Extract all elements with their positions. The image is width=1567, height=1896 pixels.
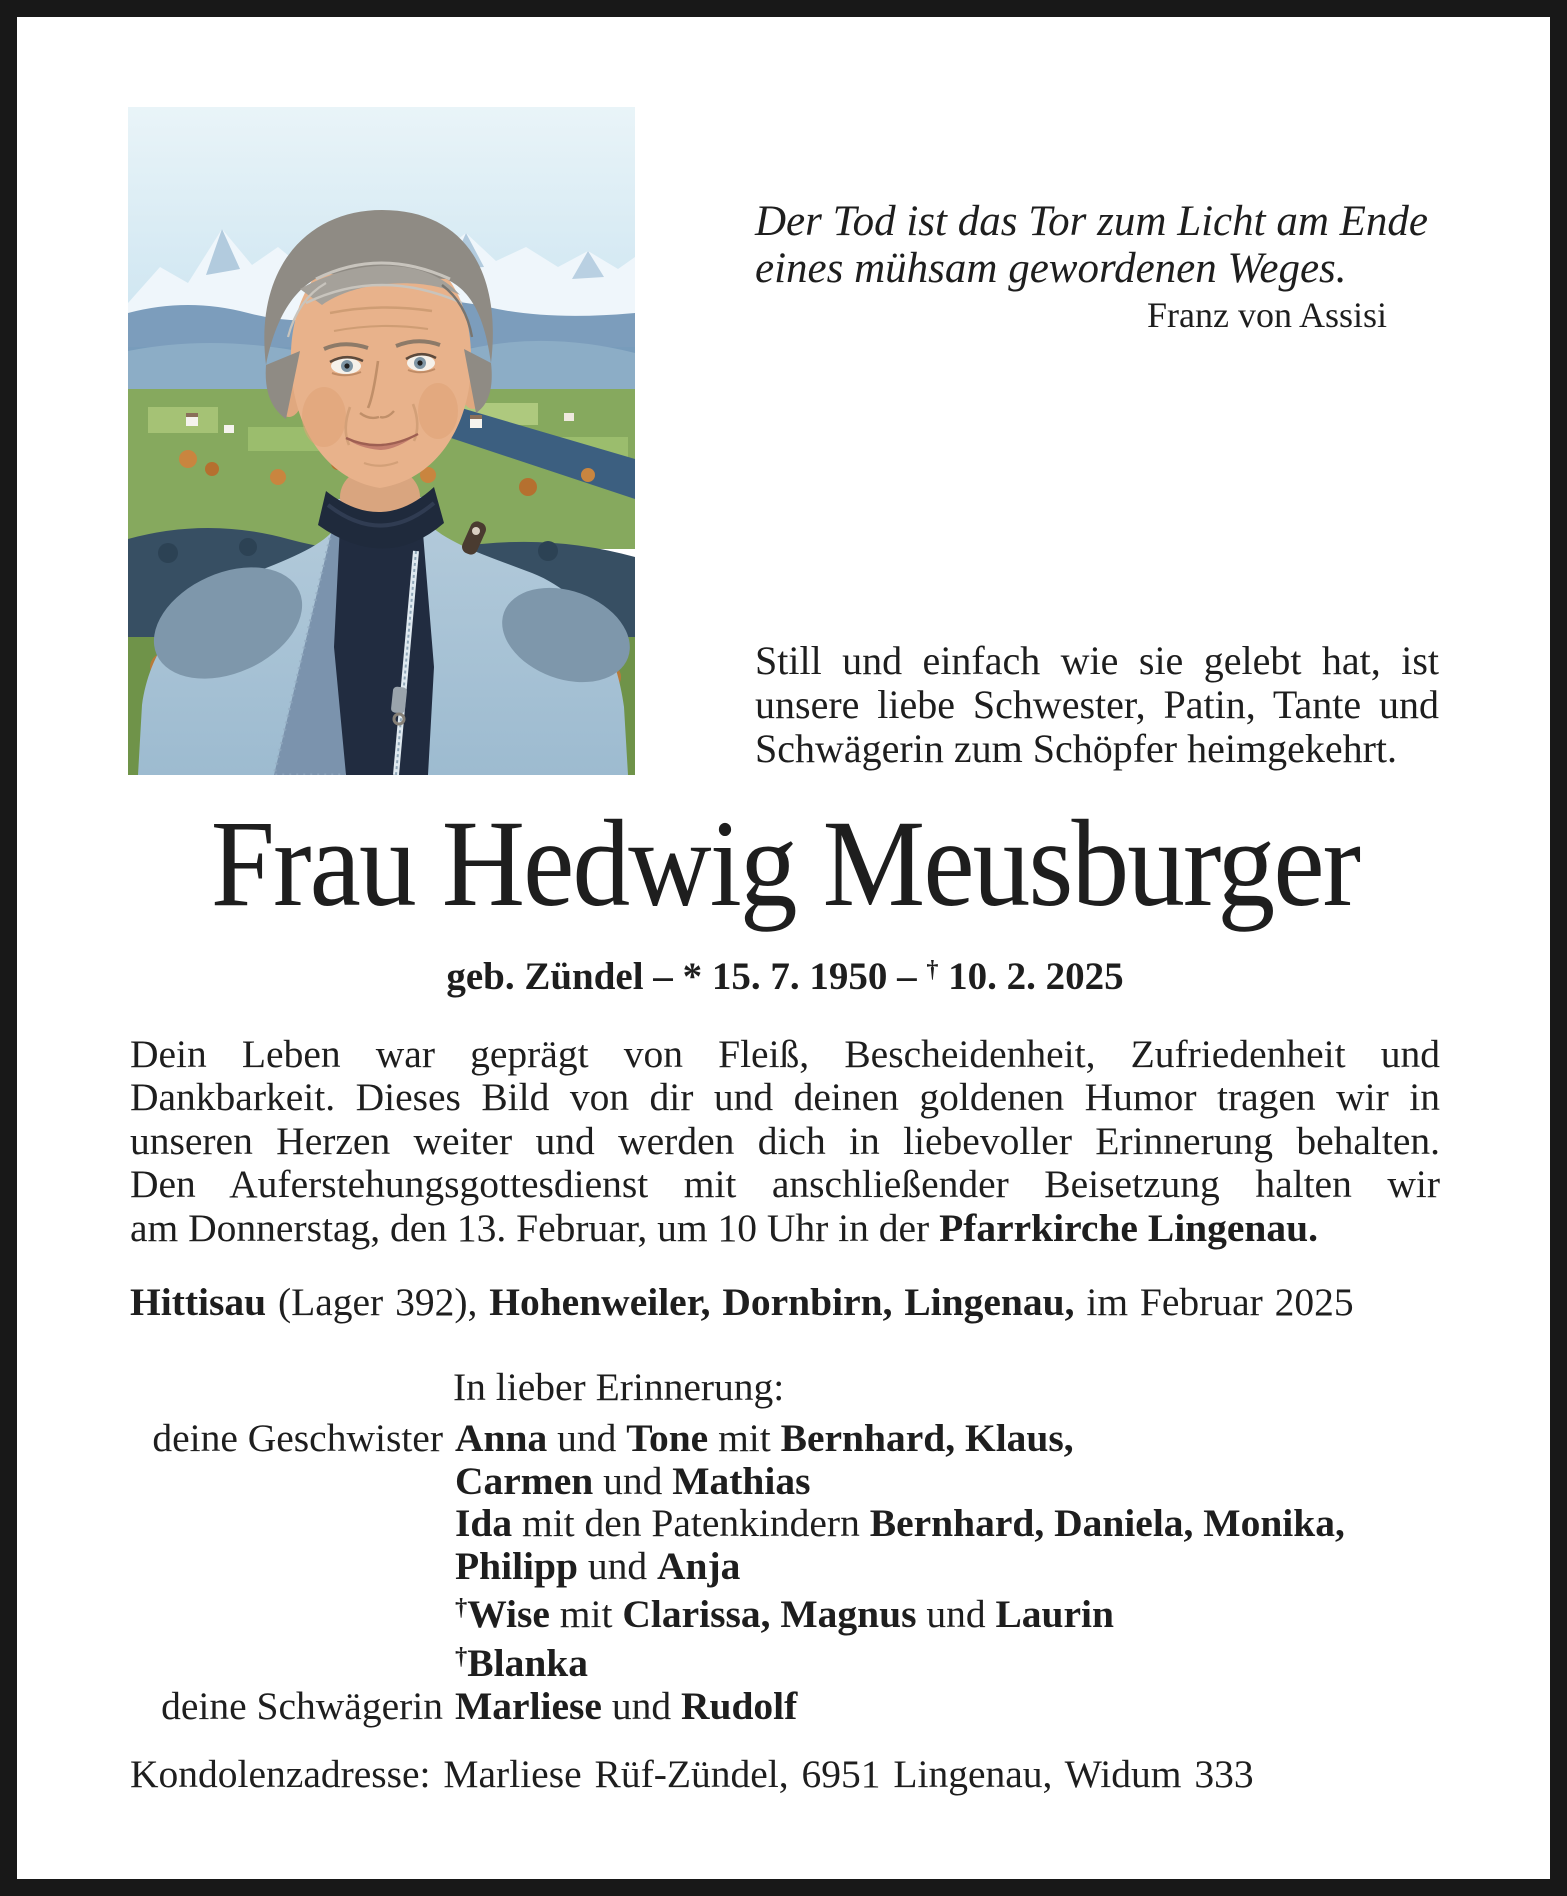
life-dates: [130, 948, 1440, 999]
text-segment: geb. Zündel –: [446, 955, 683, 999]
text-segment: unseren Herzen weiter und werden dich in liebevoller Erinnerung behalten.: [130, 1118, 1440, 1163]
relation-names: [455, 1636, 588, 1685]
relation-label: [130, 1587, 455, 1636]
text-segment: Pfarrkirche Lingenau.: [939, 1205, 1318, 1250]
text-segment: Laurin: [995, 1592, 1114, 1637]
text-segment: Marliese: [455, 1684, 602, 1729]
memorial-heading: In lieber Erinnerung:: [453, 1365, 785, 1409]
text-line: [130, 1163, 1440, 1206]
text-segment: Rudolf: [680, 1684, 798, 1729]
text-segment: Tone: [626, 1416, 709, 1460]
text-segment: und: [577, 1543, 657, 1588]
text-segment: Mathias: [672, 1458, 811, 1503]
memorial-row: [130, 1417, 1452, 1460]
text-segment: eines mühsam gewordenen Weges.: [755, 245, 1347, 292]
obituary-text: [130, 1033, 1440, 1250]
text-segment: Anja: [656, 1543, 741, 1588]
text-segment: Wise: [467, 1592, 550, 1637]
memorial-row: [130, 1502, 1452, 1545]
text-segment: Dein Leben war geprägt von Fleiß, Bescheidenheit, Zufriedenheit und: [130, 1032, 1440, 1076]
text-line: [130, 1076, 1440, 1119]
relation-label: [130, 1636, 455, 1685]
text-segment: und: [547, 1416, 627, 1460]
places-date-line: [130, 1280, 1450, 1324]
text-segment: im Februar 2025: [1074, 1280, 1354, 1324]
text-segment: *: [682, 955, 703, 999]
text-segment: Philipp: [455, 1543, 578, 1588]
relation-names: [455, 1587, 1114, 1636]
text-line: [130, 1120, 1440, 1163]
condolence-line: Kondolenzadresse: Marliese Rüf-Zündel, 6951 Lingenau, Widum 333: [130, 1752, 1254, 1796]
text-segment: Hittisau: [130, 1280, 267, 1324]
memorial-row: [130, 1460, 1452, 1503]
relation-names: [455, 1545, 740, 1588]
text-segment: Den Auferstehungsgottesdienst mit anschließender Beisetzung halten wir: [130, 1162, 1440, 1207]
text-segment: Blanka: [467, 1641, 589, 1686]
portrait-photo-graphic: [128, 107, 635, 775]
text-segment: unsere liebe Schwester, Patin, Tante und: [755, 682, 1439, 727]
quote-lines: [755, 198, 1428, 292]
quote-attribution: Franz von Assisi: [1146, 295, 1387, 335]
text-segment: Bernhard, Daniela, Monika,: [869, 1501, 1345, 1546]
text-segment: Hohenweiler, Dornbirn, Lingenau,: [489, 1280, 1075, 1324]
text-segment: und: [593, 1458, 673, 1503]
memorial-list: [130, 1417, 1452, 1728]
text-segment: Dankbarkeit. Dieses Bild von dir und deinen goldenen Humor tragen wir in: [130, 1075, 1440, 1120]
deceased-name: Frau Hedwig Meusburger: [210, 795, 1360, 932]
memorial-row: [130, 1587, 1452, 1636]
text-segment: Carmen: [455, 1458, 594, 1503]
text-line: [130, 1207, 1440, 1250]
relation-label: [130, 1460, 455, 1503]
relation-label: [130, 1545, 455, 1588]
text-segment: am Donnerstag, den 13. Februar, um 10 Uhr in der: [130, 1205, 940, 1250]
text-segment: Bernhard, Klaus,: [780, 1416, 1074, 1460]
text-segment: †: [926, 956, 939, 983]
text-segment: mit: [708, 1416, 781, 1460]
text-segment: Still und einfach wie sie gelebt hat, ist: [755, 638, 1439, 683]
text-line: [755, 245, 1403, 292]
text-segment: mit: [549, 1592, 623, 1637]
text-line: [755, 683, 1439, 727]
quote-block: [755, 198, 1428, 339]
memorial-row: [130, 1636, 1452, 1685]
text-line: [755, 198, 1428, 245]
text-line: [755, 727, 1439, 771]
text-segment: Der Tod ist das Tor zum Licht am Ende: [755, 198, 1428, 245]
relation-label: deine Schwägerin: [161, 1684, 443, 1729]
text-segment: mit den Patenkindern: [512, 1501, 870, 1546]
portrait-photo: [128, 107, 635, 775]
text-segment: Anna: [455, 1416, 548, 1460]
text-segment: Clarissa, Magnus: [622, 1592, 917, 1637]
text-segment: Schwägerin zum Schöpfer heimgekehrt.: [755, 726, 1398, 771]
memorial-row: [130, 1545, 1452, 1588]
text-segment: Ida: [455, 1501, 513, 1546]
text-segment: †: [455, 1594, 468, 1622]
intro-paragraph: [755, 639, 1439, 771]
relation-names: [455, 1460, 810, 1503]
memorial-row: [130, 1685, 1452, 1728]
relation-names: [455, 1685, 797, 1728]
relation-label: [130, 1502, 455, 1545]
text-line: [130, 1033, 1440, 1076]
text-segment: 15. 7. 1950 –: [702, 955, 927, 999]
text-segment: †: [455, 1643, 468, 1671]
text-segment: und: [601, 1684, 681, 1729]
text-segment: 10. 2. 2025: [938, 955, 1124, 999]
relation-names: [455, 1417, 1074, 1460]
relation-names: [455, 1502, 1345, 1545]
text-line: [755, 639, 1439, 683]
text-segment: (Lager 392),: [266, 1280, 490, 1324]
text-segment: und: [916, 1592, 996, 1637]
relation-label: deine Geschwister: [152, 1416, 443, 1460]
